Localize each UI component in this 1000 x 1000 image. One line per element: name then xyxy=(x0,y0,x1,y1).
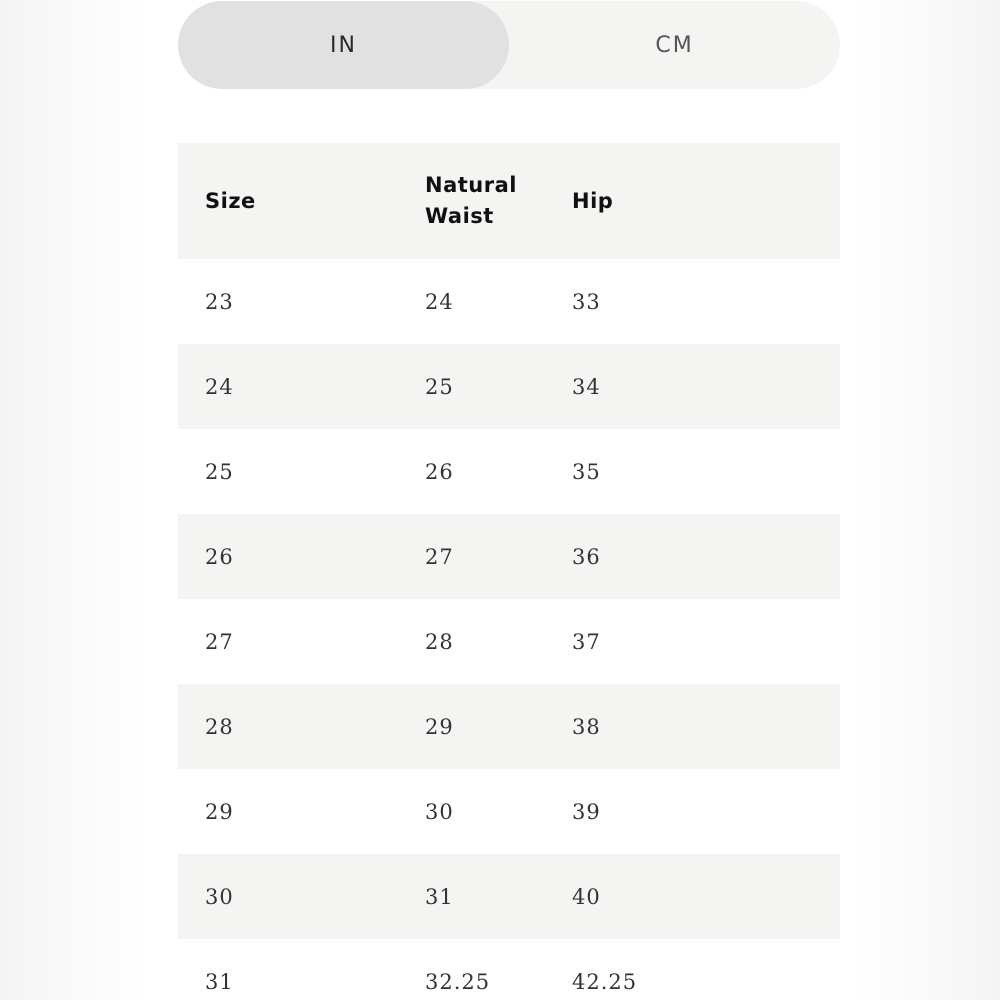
header-natural-waist-label: Natural Waist xyxy=(425,173,517,228)
header-size: Size xyxy=(205,188,256,213)
table-row xyxy=(178,769,840,854)
table-row xyxy=(178,259,840,344)
table-row xyxy=(178,854,840,939)
cell-hip: 34 xyxy=(572,374,601,399)
cell-waist: 27 xyxy=(425,544,454,569)
cell-hip: 37 xyxy=(572,629,601,654)
cell-size: 28 xyxy=(205,714,234,739)
table-row xyxy=(178,939,840,1000)
cell-waist: 28 xyxy=(425,629,454,654)
cell-hip: 39 xyxy=(572,799,601,824)
header-hip: Hip xyxy=(572,188,614,213)
cell-waist: 29 xyxy=(425,714,454,739)
cell-size: 27 xyxy=(205,629,234,654)
table-row xyxy=(178,429,840,514)
unit-toggle xyxy=(178,1,840,89)
cell-size: 25 xyxy=(205,459,234,484)
cell-size: 30 xyxy=(205,884,234,909)
table-header-row xyxy=(178,143,840,259)
cell-hip: 38 xyxy=(572,714,601,739)
cell-waist: 25 xyxy=(425,374,454,399)
cell-hip: 40 xyxy=(572,884,601,909)
cell-waist: 30 xyxy=(425,799,454,824)
cell-waist: 24 xyxy=(425,289,454,314)
table-row xyxy=(178,344,840,429)
cell-waist: 26 xyxy=(425,459,454,484)
table-row xyxy=(178,514,840,599)
cell-size: 29 xyxy=(205,799,234,824)
cell-hip: 33 xyxy=(572,289,601,314)
unit-option-in[interactable]: IN xyxy=(178,1,509,89)
header-natural-waist xyxy=(398,143,545,259)
cell-size: 23 xyxy=(205,289,234,314)
cell-size: 26 xyxy=(205,544,234,569)
unit-option-cm[interactable]: CM xyxy=(655,32,694,58)
cell-size: 24 xyxy=(205,374,234,399)
table-row xyxy=(178,599,840,684)
table-row xyxy=(178,684,840,769)
cell-waist: 32.25 xyxy=(425,969,491,994)
cell-hip: 36 xyxy=(572,544,601,569)
cell-hip: 42.25 xyxy=(572,969,638,994)
cell-waist: 31 xyxy=(425,884,454,909)
cell-hip: 35 xyxy=(572,459,601,484)
cell-size: 31 xyxy=(205,969,234,994)
size-table xyxy=(178,143,840,1000)
